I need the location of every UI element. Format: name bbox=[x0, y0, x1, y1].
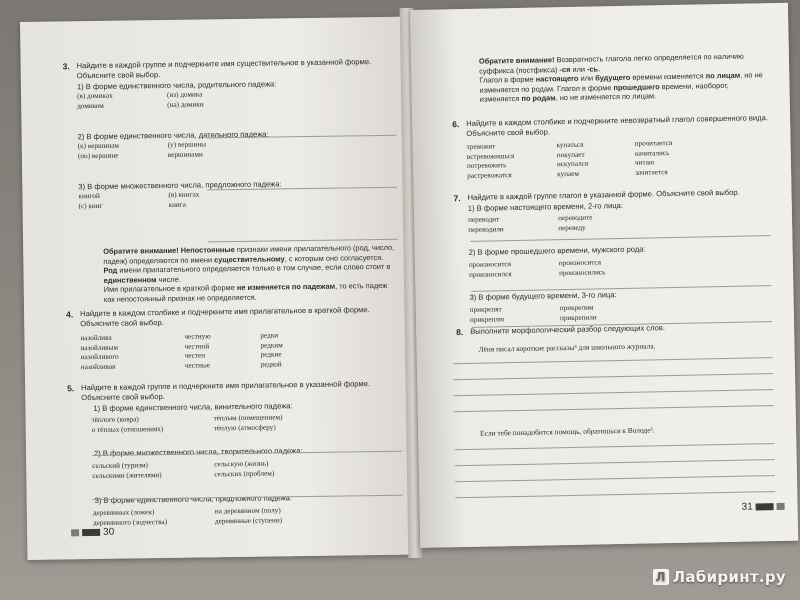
note-emphasis: настоящего bbox=[535, 73, 579, 84]
note-emphasis: Обратите внимание! Непостоянные bbox=[103, 245, 235, 256]
note-text: , но не изменяется по лицам. bbox=[555, 91, 657, 103]
group-label: 2) В форме единственного числа, дательного падежа: bbox=[77, 129, 269, 142]
word-option[interactable]: назойлива bbox=[80, 333, 112, 343]
word-option[interactable]: тёплого (ковра) bbox=[91, 415, 139, 425]
group-label: 1) В форме единственного числа, родительного падежа: bbox=[76, 79, 277, 92]
exercise-8 bbox=[456, 321, 780, 355]
word-group bbox=[82, 458, 402, 483]
word-group bbox=[77, 88, 397, 113]
exercise-number: 3. bbox=[62, 61, 70, 72]
exercise-task: Найдите в каждом столбике и подчеркните имя прилагательное в краткой форме. Объясните свой выбор. bbox=[80, 305, 370, 329]
exercise-4 bbox=[66, 305, 401, 376]
word-option[interactable]: честной bbox=[184, 341, 210, 351]
word-option[interactable]: сельскими (жителями) bbox=[92, 471, 162, 481]
word-option[interactable]: честную bbox=[184, 332, 211, 341]
word-option[interactable]: назойливым bbox=[80, 343, 119, 352]
word-option[interactable]: на деревянном (полу) bbox=[214, 506, 281, 516]
note-text: , но не изменяется по родам. Глагол в форме bbox=[479, 70, 763, 95]
word-group bbox=[83, 505, 403, 530]
exercise-task: Найдите в каждой группе глагол в указанной форме. Объясните свой выбор. bbox=[467, 187, 740, 202]
word-option[interactable]: домиком bbox=[77, 101, 104, 111]
note-text: времени, наоборот, изменяется bbox=[479, 80, 729, 105]
word-option[interactable]: прикреплю bbox=[469, 315, 505, 324]
note-text: . bbox=[598, 63, 601, 73]
note-text: или bbox=[578, 73, 596, 83]
note-emphasis: -сь bbox=[586, 63, 599, 74]
labirint-logo-icon: Л bbox=[653, 569, 669, 585]
note-emphasis: -ся bbox=[559, 64, 571, 74]
word-group bbox=[82, 412, 402, 437]
word-option[interactable]: (по) вершине bbox=[77, 151, 119, 161]
note-text: времени изменяется bbox=[630, 71, 706, 82]
exercise-number: 8. bbox=[456, 327, 464, 338]
word-option[interactable]: (к) вершинам bbox=[77, 141, 119, 151]
note-paragraph bbox=[451, 70, 769, 105]
word-column bbox=[80, 334, 119, 373]
right-page bbox=[410, 3, 798, 548]
page-number-left bbox=[71, 527, 114, 539]
note-text: Возвратность глагола легко определяется по наличию суффикса (постфикса) bbox=[479, 51, 744, 76]
note-text: , то есть падеж как непостоянный признак не определяется. bbox=[103, 281, 388, 304]
word-option[interactable]: (у) вершины bbox=[167, 140, 207, 149]
note-emphasis: Обратите внимание! bbox=[478, 55, 555, 66]
word-option[interactable]: переводит bbox=[467, 215, 500, 224]
exercise-task: Найдите в каждой группе и подчеркните имя существительное в указанной форме. Объясните свой выбор. bbox=[76, 57, 372, 81]
word-option[interactable]: произносится bbox=[468, 260, 512, 269]
group-label: 3) В форме будущего времени, 3-го лица: bbox=[469, 290, 617, 302]
word-column bbox=[467, 142, 515, 181]
note-paragraph bbox=[86, 281, 400, 305]
word-option[interactable]: честен bbox=[184, 351, 206, 360]
note-text: признаки имени прилагательного (род, число, падеж) определяются по имени bbox=[103, 242, 395, 266]
word-option[interactable]: растревожатся bbox=[467, 170, 512, 180]
watermark bbox=[653, 568, 786, 586]
group-label: 2) В форме множественного числа, творительного падежа: bbox=[93, 446, 303, 459]
exercise-number: 5. bbox=[67, 383, 75, 394]
word-option[interactable]: редки bbox=[260, 331, 279, 340]
word-option[interactable]: произносился bbox=[469, 270, 512, 279]
word-option[interactable]: переводите bbox=[557, 213, 593, 223]
word-option[interactable]: сельскую (жизнь) bbox=[214, 459, 269, 469]
word-option[interactable]: произносились bbox=[559, 268, 606, 278]
word-option[interactable]: прикрепили bbox=[559, 313, 597, 323]
note-text: Глагол в форме bbox=[479, 74, 536, 85]
note-emphasis: прошедшего bbox=[613, 82, 660, 92]
word-option[interactable]: вершинами bbox=[167, 150, 203, 159]
exercise-6 bbox=[452, 113, 777, 185]
word-column bbox=[635, 139, 673, 178]
note-emphasis: будущего bbox=[595, 72, 631, 83]
word-option[interactable]: купаться bbox=[556, 140, 584, 150]
left-page bbox=[20, 17, 419, 560]
page-marker bbox=[82, 529, 100, 536]
exercise-task: Найдите в каждой группе и подчеркните имя прилагательное в указанной форме. Объясните свой выбор. bbox=[81, 379, 371, 403]
word-group bbox=[78, 138, 398, 163]
note-emphasis: по лицам bbox=[705, 70, 741, 81]
page-number-right bbox=[742, 501, 785, 513]
page-number: 30 bbox=[103, 526, 115, 538]
word-option[interactable]: деревянных (ложек) bbox=[92, 508, 155, 518]
exercise-number: 4. bbox=[66, 309, 74, 320]
note-emphasis: существительному bbox=[214, 253, 285, 264]
exercise-task: Найдите в каждом столбике и подчеркните невозвратный глагол совершенного вида. Объясните свой выбор. bbox=[466, 113, 768, 138]
page-number: 31 bbox=[741, 501, 753, 513]
answer-line[interactable] bbox=[453, 373, 773, 380]
note-text: Имя прилагательное в краткой форме bbox=[103, 283, 237, 295]
note-emphasis: по родам bbox=[521, 93, 556, 104]
group-label: 1) В форме единственного числа, винительного падежа: bbox=[93, 401, 293, 414]
word-option[interactable]: о тёплых (отношениях) bbox=[91, 425, 164, 435]
word-option[interactable]: читаю bbox=[634, 158, 655, 167]
word-option[interactable]: потревожить bbox=[466, 161, 507, 170]
group-label: 3) В форме единственного числа, предложного падежа: bbox=[94, 493, 293, 506]
word-column bbox=[557, 141, 589, 180]
word-option[interactable]: прикрепят bbox=[469, 305, 502, 314]
word-option[interactable]: книга bbox=[168, 200, 186, 209]
rule-note bbox=[85, 243, 400, 305]
word-option[interactable]: переводили bbox=[468, 225, 504, 234]
word-columns bbox=[80, 330, 401, 376]
page-marker bbox=[71, 529, 79, 536]
note-emphasis: единственном bbox=[103, 274, 157, 285]
word-option[interactable]: (из) домика bbox=[166, 90, 203, 99]
word-option[interactable]: начитались bbox=[634, 148, 670, 158]
word-option[interactable]: тёплую (атмосферу) bbox=[213, 423, 276, 433]
answer-line[interactable] bbox=[454, 405, 774, 412]
answer-line[interactable] bbox=[455, 491, 775, 498]
answer-line[interactable] bbox=[455, 475, 775, 482]
word-option[interactable]: произносится bbox=[558, 258, 602, 268]
word-option[interactable]: книгой bbox=[78, 191, 100, 201]
word-option[interactable]: сельский (туризм) bbox=[92, 461, 148, 471]
exercise-number: 7. bbox=[453, 193, 461, 204]
exercise-number: 6. bbox=[452, 119, 460, 130]
word-option[interactable]: (в) книгах bbox=[168, 190, 200, 199]
exercise-task: Выполните морфологический разбор следующих слов. bbox=[470, 323, 666, 336]
answer-line[interactable] bbox=[453, 389, 773, 396]
word-option[interactable]: деревянного (зодчества) bbox=[92, 517, 168, 528]
parse-sentence-2: Если тебе понадобится помощь, обратишься к Володе³. bbox=[480, 425, 655, 438]
word-option[interactable]: купаем bbox=[557, 169, 580, 178]
word-option[interactable]: прочитается bbox=[634, 138, 673, 148]
word-option[interactable]: сельских (проблем) bbox=[214, 469, 275, 479]
word-columns bbox=[467, 137, 778, 185]
word-option[interactable]: назойливая bbox=[80, 362, 116, 371]
word-option[interactable]: тёплым (помещением) bbox=[213, 413, 283, 423]
parse-sentence-1: Лёня писал короткие рассказы³ для школьного журнала. bbox=[478, 341, 656, 354]
word-option[interactable]: (в) домиках bbox=[76, 91, 113, 101]
word-option[interactable]: встревожишься bbox=[466, 151, 515, 161]
note-emphasis: не изменяется по падежам bbox=[236, 282, 336, 293]
word-option[interactable]: покупает bbox=[556, 150, 585, 159]
word-option[interactable]: редкие bbox=[260, 350, 282, 359]
word-option[interactable]: (на) домики bbox=[167, 100, 204, 109]
group-label: 2) В форме прошедшего времени, мужского рода: bbox=[468, 244, 646, 257]
word-option[interactable]: честные bbox=[184, 360, 211, 370]
answer-line[interactable] bbox=[453, 357, 773, 364]
word-group bbox=[78, 188, 398, 213]
note-text: имени прилагательного определяется только в том случае, если слово стоит в bbox=[117, 262, 391, 275]
word-option[interactable]: зачитается bbox=[635, 167, 668, 177]
word-option[interactable]: деревянные (ступени) bbox=[214, 516, 283, 526]
note-text: , с которым оно согласуется. bbox=[284, 252, 384, 263]
answer-line[interactable] bbox=[454, 443, 774, 450]
group-label: 3) В форме множественного числа, предложного падежа: bbox=[78, 179, 282, 192]
word-column bbox=[260, 331, 283, 369]
word-option[interactable]: (с) книг bbox=[78, 201, 103, 211]
exercise-7 bbox=[453, 187, 781, 327]
answer-line[interactable] bbox=[455, 459, 775, 466]
answer-line[interactable] bbox=[208, 239, 398, 243]
page-marker bbox=[756, 503, 774, 510]
note-text: или bbox=[570, 64, 588, 74]
rule-note bbox=[451, 51, 770, 105]
word-column bbox=[184, 332, 211, 370]
note-emphasis: Род bbox=[103, 265, 118, 276]
watermark-text: Лабиринт.ру bbox=[672, 568, 786, 586]
group-label: 1) В форме настоящего времени, 2-го лица: bbox=[467, 200, 624, 213]
word-option[interactable]: тревожит bbox=[466, 142, 496, 151]
page-marker bbox=[777, 503, 785, 510]
word-option[interactable]: искупался bbox=[556, 159, 589, 169]
word-option[interactable]: назойливого bbox=[80, 352, 119, 362]
word-option[interactable]: прикрепим bbox=[559, 303, 594, 313]
word-option[interactable]: редким bbox=[260, 340, 283, 350]
word-option[interactable]: редкой bbox=[260, 359, 282, 369]
word-option[interactable]: переведу bbox=[558, 223, 586, 233]
note-text: числе. bbox=[156, 274, 181, 284]
